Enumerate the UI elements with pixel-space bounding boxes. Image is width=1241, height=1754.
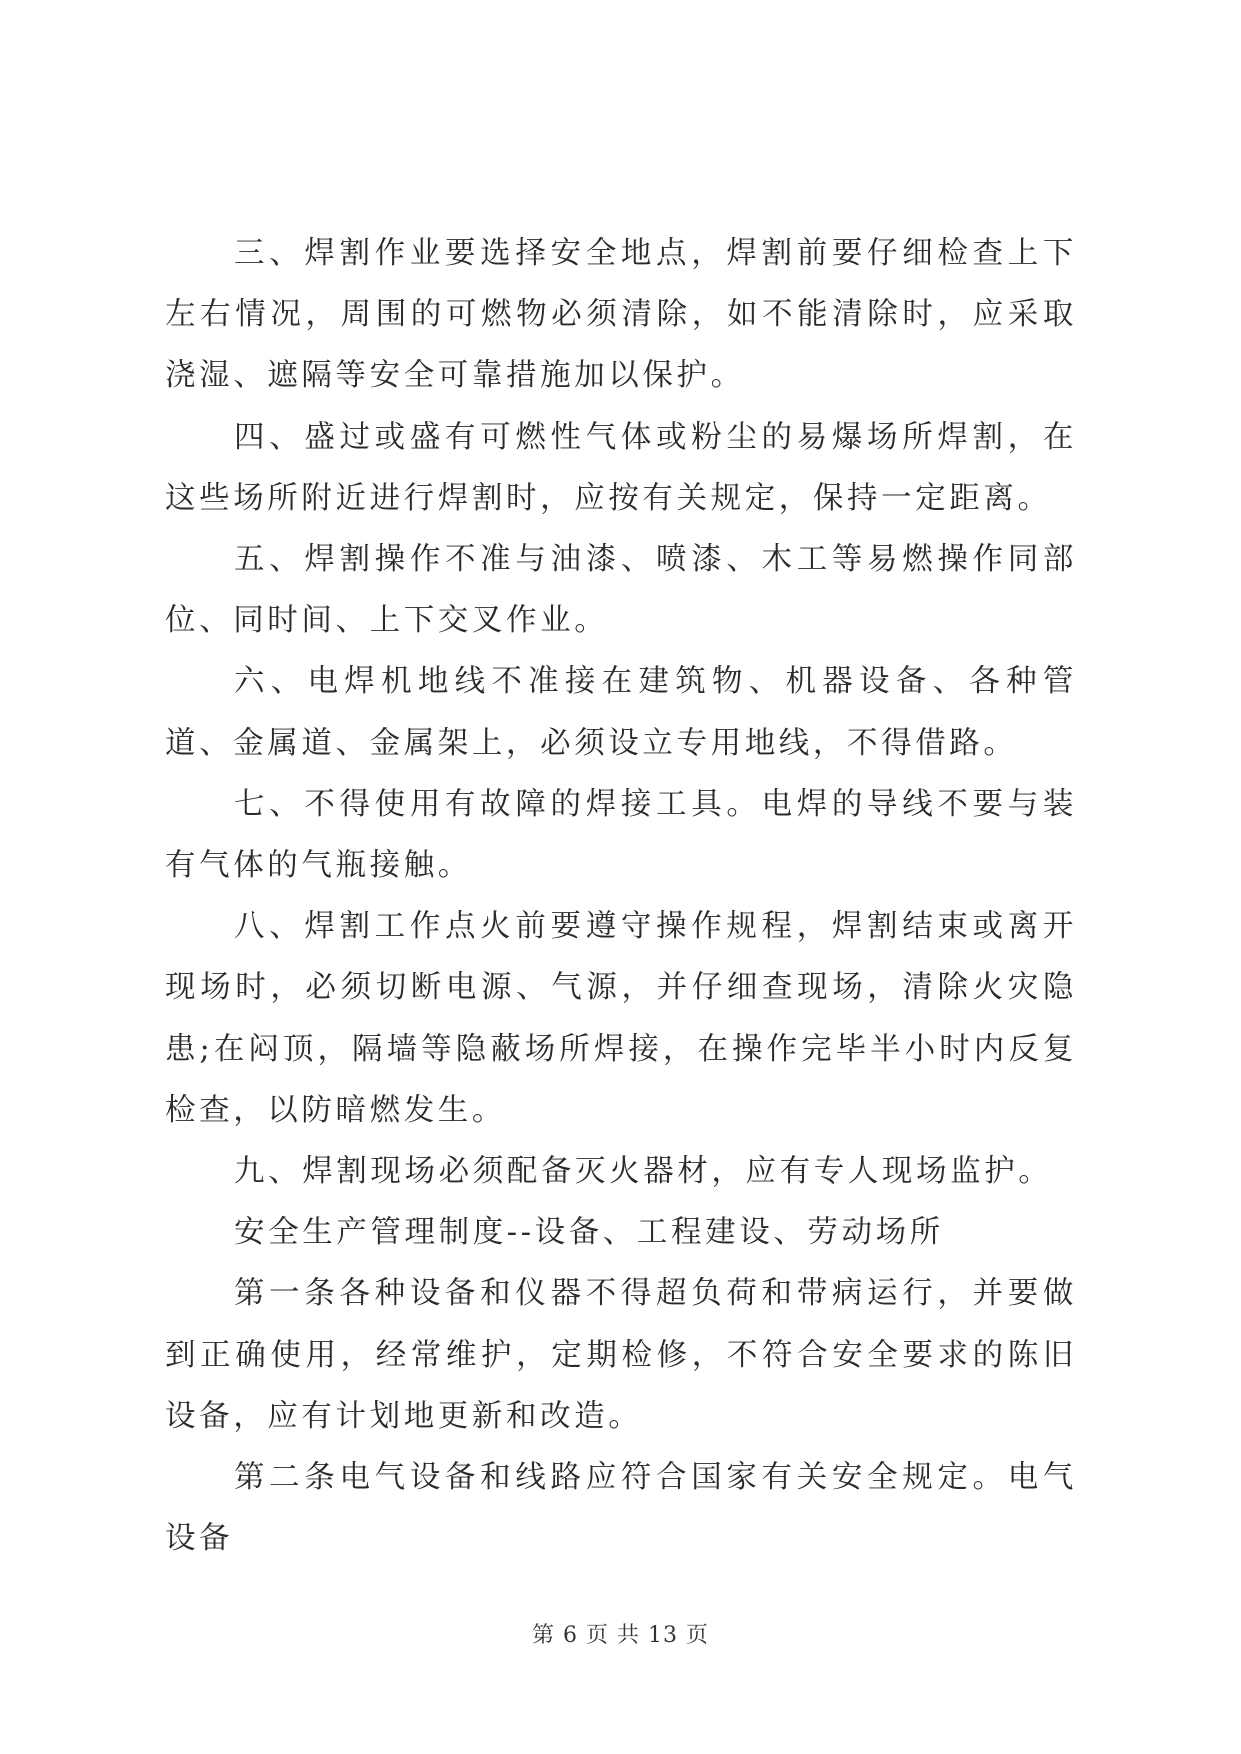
paragraph-3-safe-location: 三、焊割作业要选择安全地点，焊割前要仔细检查上下左右情况，周围的可燃物必须清除，如不能清除时，应采取浇湿、遮隔等安全可靠措施加以保护。 bbox=[165, 236, 1077, 394]
paragraph-4-explosive-sites: 四、盛过或盛有可燃性气体或粉尘的易爆场所焊割，在这些场所附近进行焊割时，应按有关规定，保持一定距离。 bbox=[165, 419, 1077, 516]
document-body bbox=[165, 223, 1077, 1569]
article-1-equipment-use: 第一条各种设备和仪器不得超负荷和带病运行，并要做到正确使用，经常维护，定期检修，不符合安全要求的陈旧设备，应有计划地更新和改造。 bbox=[165, 1276, 1077, 1434]
paragraph-7-faulty-tools: 七、不得使用有故障的焊接工具。电焊的导线不要与装有气体的气瓶接触。 bbox=[165, 786, 1077, 884]
paragraph-6-ground-wire: 六、电焊机地线不准接在建筑物、机器设备、各种管道、金属道、金属架上，必须设立专用地线，不得借路。 bbox=[165, 664, 1077, 761]
article-2-electrical-equipment: 第二条电气设备和线路应符合国家有关安全规定。电气设备 bbox=[165, 1460, 1077, 1557]
paragraph-5-no-cross-work: 五、焊割操作不准与油漆、喷漆、木工等易燃操作同部位、同时间、上下交叉作业。 bbox=[165, 542, 1077, 639]
paragraph-9-fire-equipment: 九、焊割现场必须配备灭火器材，应有专人现场监护。 bbox=[234, 1154, 1053, 1190]
section-heading-management-system: 安全生产管理制度--设备、工程建设、劳动场所 bbox=[234, 1215, 944, 1251]
page-number-footer: 第 6 页 共 13 页 bbox=[532, 1623, 709, 1648]
paragraph-8-operating-rules: 八、焊割工作点火前要遵守操作规程，焊割结束或离开现场时，必须切断电源、气源，并仔细查现场，清除火灾隐患;在闷顶，隔墙等隐蔽场所焊接，在操作完毕半小时内反复检查，以防暗燃发生。 bbox=[165, 909, 1077, 1128]
